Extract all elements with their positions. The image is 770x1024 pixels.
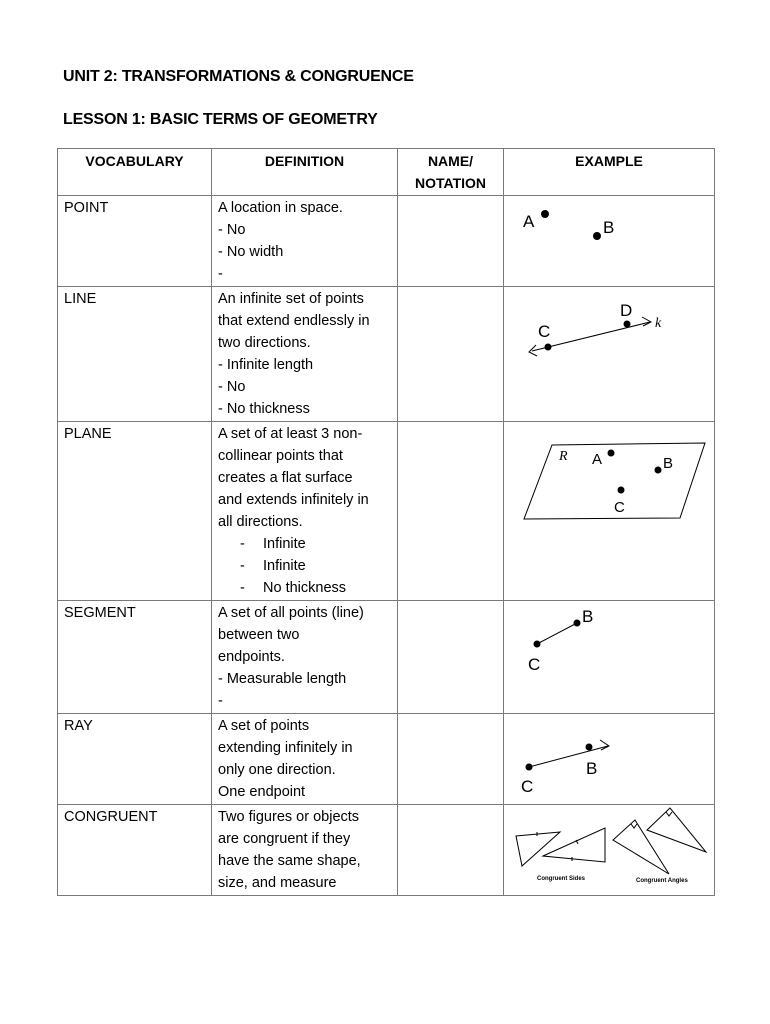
- definition-line: A set of points: [218, 718, 310, 734]
- table-header-row: [58, 149, 715, 196]
- definition-line: all directions.: [218, 514, 303, 530]
- vocabulary-table: [57, 148, 715, 896]
- definition-line: only one direction.: [218, 762, 336, 778]
- header-example: EXAMPLE: [504, 149, 715, 196]
- notation-cell[interactable]: [398, 422, 504, 601]
- definition-line: creates a flat surface: [218, 470, 353, 486]
- definition-line: -: [218, 693, 223, 709]
- right-angle-mark: [631, 824, 637, 828]
- definition-line: extending infinitely in: [218, 740, 353, 756]
- plane-r-label: R: [559, 449, 568, 464]
- definition-line: have the same shape,: [218, 853, 361, 869]
- notation-cell[interactable]: [398, 287, 504, 422]
- right-angle-mark: [666, 812, 672, 816]
- header-definition: DEFINITION: [212, 149, 398, 196]
- point-c-label: C: [614, 499, 625, 516]
- point-b-dot: [593, 232, 601, 240]
- line-k-label: k: [655, 316, 662, 331]
- plane-example-figure: [510, 423, 715, 599]
- definition-cell: [212, 714, 398, 805]
- point-b-dot: [574, 620, 581, 627]
- congruent-angles-triangle-2: [647, 808, 706, 852]
- line-example-figure: [510, 288, 715, 420]
- point-c-dot: [534, 641, 541, 648]
- definition-list-item: - Infinite: [240, 558, 306, 574]
- congruent-angles-triangle-1: [613, 820, 669, 874]
- point-a-label: A: [592, 451, 603, 468]
- point-c-label: C: [528, 655, 541, 674]
- table-row-plane: [58, 422, 715, 601]
- congruent-sides-caption: Congruent Sides: [537, 876, 586, 882]
- table-row-ray: [58, 714, 715, 805]
- header-name-line2: NOTATION: [414, 175, 487, 191]
- example-cell: [504, 287, 715, 422]
- definition-line: - No: [218, 379, 246, 395]
- term-cell: RAY: [58, 714, 212, 805]
- definition-line: One endpoint: [218, 784, 306, 800]
- point-a-dot: [541, 210, 549, 218]
- segment-example-figure: [510, 602, 715, 712]
- congruent-angles-caption: Congruent Angles: [636, 878, 688, 884]
- point-b-dot: [655, 467, 662, 474]
- definition-line: An infinite set of points: [218, 291, 364, 307]
- term-cell: LINE: [58, 287, 212, 422]
- header-name-line1: NAME/: [427, 153, 474, 169]
- congruent-example-figure: [510, 806, 715, 894]
- definition-line: - Infinite length: [218, 357, 314, 373]
- definition-line: that extend endlessly in: [218, 313, 370, 329]
- term-cell: POINT: [58, 196, 212, 287]
- definition-cell: [212, 422, 398, 601]
- term-cell: CONGRUENT: [58, 805, 212, 896]
- definition-line: A set of at least 3 non-: [218, 426, 363, 442]
- unit-title: UNIT 2: TRANSFORMATIONS & CONGRUENCE: [63, 68, 414, 85]
- definition-line: between two: [218, 627, 300, 643]
- point-b-label: B: [582, 607, 594, 626]
- definition-line: are congruent if they: [218, 831, 351, 847]
- ray-arrow-icon: [600, 740, 609, 750]
- point-b-dot: [586, 744, 593, 751]
- point-c-dot: [526, 764, 533, 771]
- example-cell: [504, 196, 715, 287]
- definition-list-item: - Infinite: [240, 536, 306, 552]
- example-cell: [504, 422, 715, 601]
- point-b-label: B: [663, 455, 674, 472]
- table-row-line: [58, 287, 715, 422]
- example-cell: [504, 805, 715, 896]
- table-row-segment: [58, 601, 715, 714]
- point-d-label: D: [620, 301, 633, 320]
- notation-cell[interactable]: [398, 196, 504, 287]
- definition-line: endpoints.: [218, 649, 285, 665]
- point-c-dot: [618, 487, 625, 494]
- table-row-congruent: [58, 805, 715, 896]
- definition-cell: [212, 805, 398, 896]
- definition-line: - No: [218, 222, 246, 238]
- definition-line: two directions.: [218, 335, 311, 351]
- point-c-label: C: [538, 322, 551, 341]
- definition-line: - Measurable length: [218, 671, 347, 687]
- definition-line: Two figures or objects: [218, 809, 360, 825]
- definition-line: - No thickness: [218, 401, 310, 417]
- definition-line: A set of all points (line): [218, 605, 364, 621]
- header-name-notation: [398, 149, 504, 196]
- definition-line: and extends infinitely in: [218, 492, 369, 508]
- example-cell: [504, 601, 715, 714]
- line-arrow-right-icon: [642, 317, 651, 326]
- definition-line: - No width: [218, 244, 284, 260]
- definition-cell: [212, 287, 398, 422]
- definition-line: -: [218, 266, 223, 282]
- definition-list-item: - No thickness: [240, 580, 347, 596]
- term-cell: SEGMENT: [58, 601, 212, 714]
- notation-cell[interactable]: [398, 714, 504, 805]
- point-b-label: B: [603, 218, 615, 237]
- congruent-sides-triangle-1: [516, 832, 560, 866]
- lesson-title: LESSON 1: BASIC TERMS OF GEOMETRY: [63, 111, 378, 128]
- example-cell: [504, 714, 715, 805]
- definition-line: collinear points that: [218, 448, 343, 464]
- definition-line: size, and measure: [218, 875, 337, 891]
- segment-body: [537, 623, 577, 644]
- point-b-label: B: [586, 759, 598, 778]
- ray-example-figure: [510, 715, 715, 803]
- point-example-figure: [510, 197, 715, 285]
- definition-line: A location in space.: [218, 200, 343, 216]
- point-a-dot: [608, 450, 615, 457]
- definition-cell: [212, 601, 398, 714]
- header-vocabulary: VOCABULARY: [58, 149, 212, 196]
- point-c-label: C: [521, 777, 534, 796]
- table-row-point: [58, 196, 715, 287]
- definition-cell: [212, 196, 398, 287]
- point-d-dot: [624, 321, 631, 328]
- point-a-label: A: [523, 212, 535, 231]
- notation-cell[interactable]: [398, 805, 504, 896]
- notation-cell[interactable]: [398, 601, 504, 714]
- term-cell: PLANE: [58, 422, 212, 601]
- point-c-dot: [545, 344, 552, 351]
